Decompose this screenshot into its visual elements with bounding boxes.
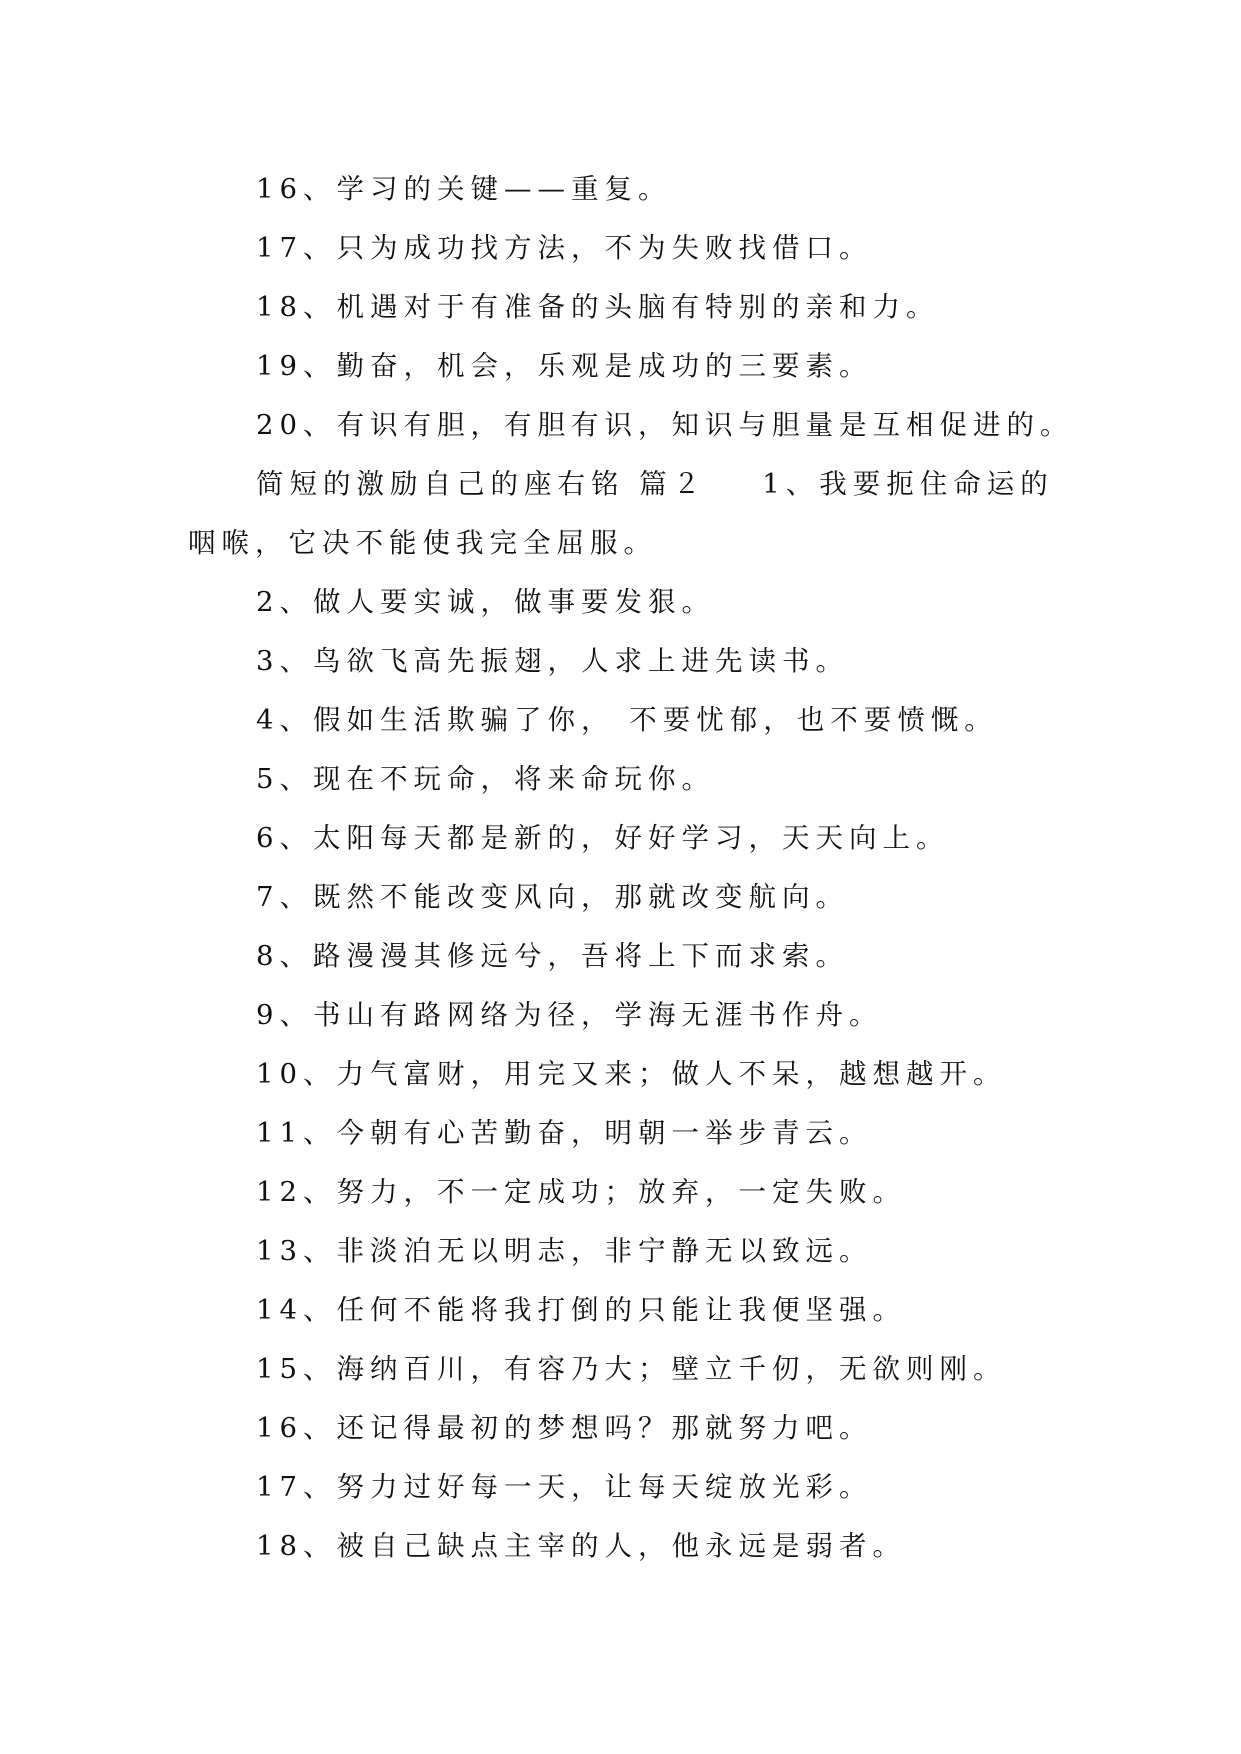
list-item: 5、现在不玩命，将来命玩你。: [256, 763, 715, 795]
section-heading-line: [188, 455, 1088, 514]
section-heading: 简短的激励自己的座右铭 篇２: [256, 468, 707, 500]
list-item: 13、非淡泊无以明志，非宁静无以致远。: [256, 1235, 873, 1267]
list-item: 14、任何不能将我打倒的只能让我便坚强。: [256, 1294, 906, 1326]
first-item-start: 1、我要扼住命运的: [762, 468, 1054, 500]
list-item: 17、努力过好每一天，让每天绽放光彩。: [256, 1471, 873, 1503]
list-item: 8、路漫漫其修远兮，吾将上下而求索。: [256, 940, 849, 972]
list-item: 3、鸟欲飞高先振翅，人求上进先读书。: [256, 645, 849, 677]
list-item: 16、还记得最初的梦想吗？那就努力吧。: [256, 1412, 873, 1444]
list-item: 6、太阳每天都是新的，好好学习，天天向上。: [256, 822, 950, 854]
list-item: 18、被自己缺点主宰的人，他永远是弱者。: [256, 1530, 906, 1562]
list-item: 12、努力，不一定成功；放弃，一定失败。: [256, 1176, 906, 1208]
list-item: 19、勤奋，机会，乐观是成功的三要素。: [256, 350, 873, 382]
list-item: 16、学习的关键——重复。: [256, 173, 672, 205]
document-body: [188, 160, 1088, 1576]
list-item: 15、海纳百川，有容乃大；壁立千仞，无欲则刚。: [256, 1353, 1007, 1385]
list-item: 4、假如生活欺骗了你， 不要忧郁，也不要愤慨。: [256, 704, 998, 736]
first-item-continuation: 咽喉，它决不能使我完全屈服。: [188, 527, 657, 559]
list-item: 20、有识有胆，有胆有识，知识与胆量是互相促进的。: [256, 409, 1074, 441]
list-item: 11、今朝有心苦勤奋，明朝一举步青云。: [256, 1117, 873, 1149]
list-item: 17、只为成功找方法，不为失败找借口。: [256, 232, 873, 264]
list-item: 7、既然不能改变风向，那就改变航向。: [256, 881, 849, 913]
list-item: 10、力气富财，用完又来；做人不呆，越想越开。: [256, 1058, 1007, 1090]
list-item: 18、机遇对于有准备的头脑有特别的亲和力。: [256, 291, 940, 323]
list-item: 2、做人要实诚，做事要发狠。: [256, 586, 715, 618]
list-item: 9、书山有路网络为径，学海无涯书作舟。: [256, 999, 883, 1031]
